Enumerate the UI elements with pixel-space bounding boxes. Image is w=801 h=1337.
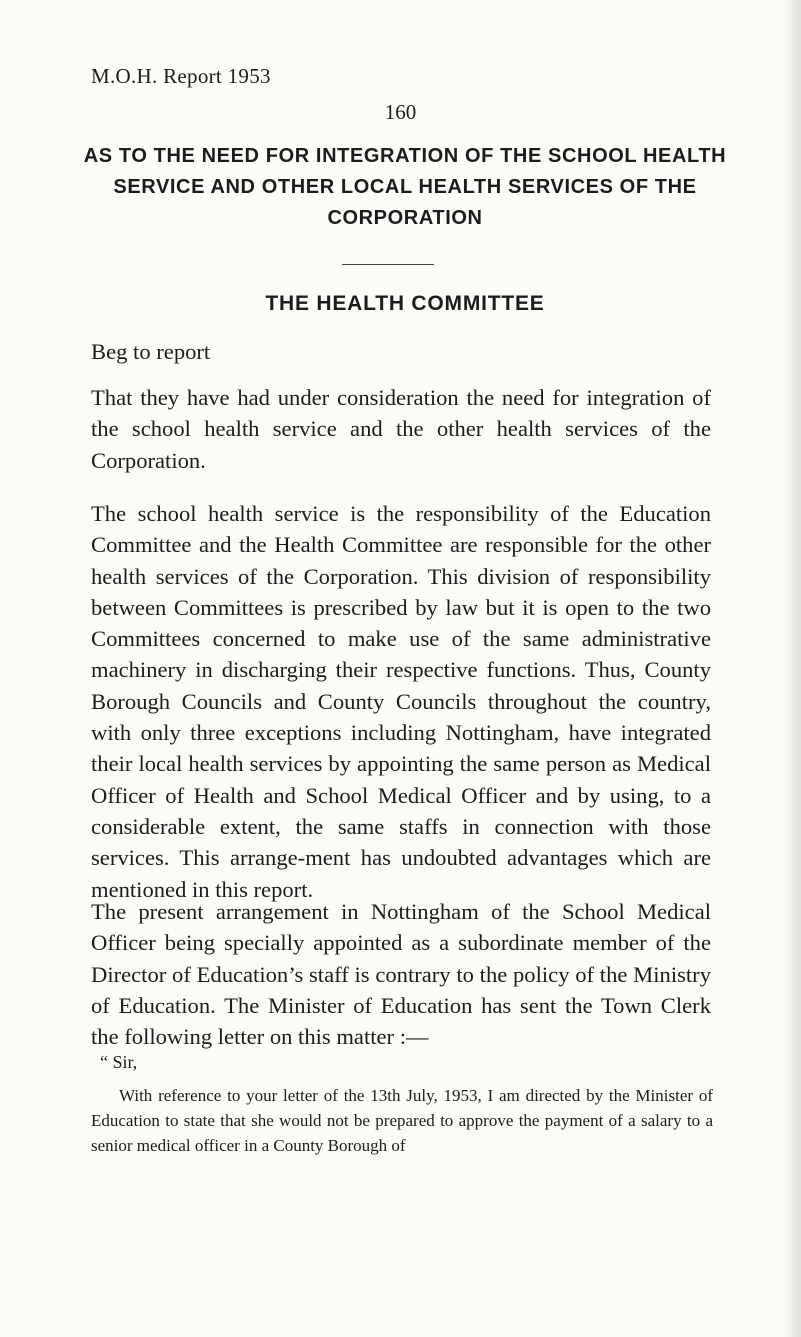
beg-to-report-line: Beg to report (91, 339, 211, 364)
committee-heading: THE HEALTH COMMITTEE (265, 292, 545, 315)
paragraph-integration-consideration: That they have had under consideration the need for integration of the school health service and the other health services of the Corporation. (91, 385, 711, 473)
page-edge-shadow (783, 0, 801, 1337)
main-title: AS TO THE NEED FOR INTEGRATION OF THE SCHOOL HEALTH SERVICE AND OTHER LOCAL HEALTH SERVICES OF THE CORPORATION (83, 145, 727, 229)
paragraph-present-arrangement: The present arrangement in Nottingham of the School Medical Officer being specially appointed as a subordinate member of the Director of Education’s staff is contrary to the policy of the Ministry of Education. The Minister of Education has sent the Town Clerk the following letter on this matter :— (91, 899, 711, 1050)
title-divider (342, 264, 434, 265)
paragraph-responsibility-division: The school health service is the responsibility of the Education Committee and the Health Committee are responsible for the other health services of the Corporation. This division of responsibility between Committees is prescribed by law but it is open to the two Committees concerned to make use of the same administrative machinery in discharging their respective functions. Thus, County Borough Councils and County Councils throughout the country, with only three exceptions including Nottingham, have integrated their local health services by appointing the same person as Medical Officer of Health and School Medical Officer and by using, to a considerable extent, the same staffs in connection with those services. This arrange-ment has undoubted advantages which are mentioned in this report. (91, 501, 711, 902)
page-number: 160 (384, 100, 417, 124)
report-header: M.O.H. Report 1953 (91, 64, 271, 88)
letter-body: With reference to your letter of the 13th July, 1953, I am directed by the Minister of Education to state that she would not be prepared to approve the payment of a salary to a senior medical officer in a County Borough of (91, 1086, 713, 1155)
letter-salutation: “ Sir, (100, 1052, 138, 1072)
